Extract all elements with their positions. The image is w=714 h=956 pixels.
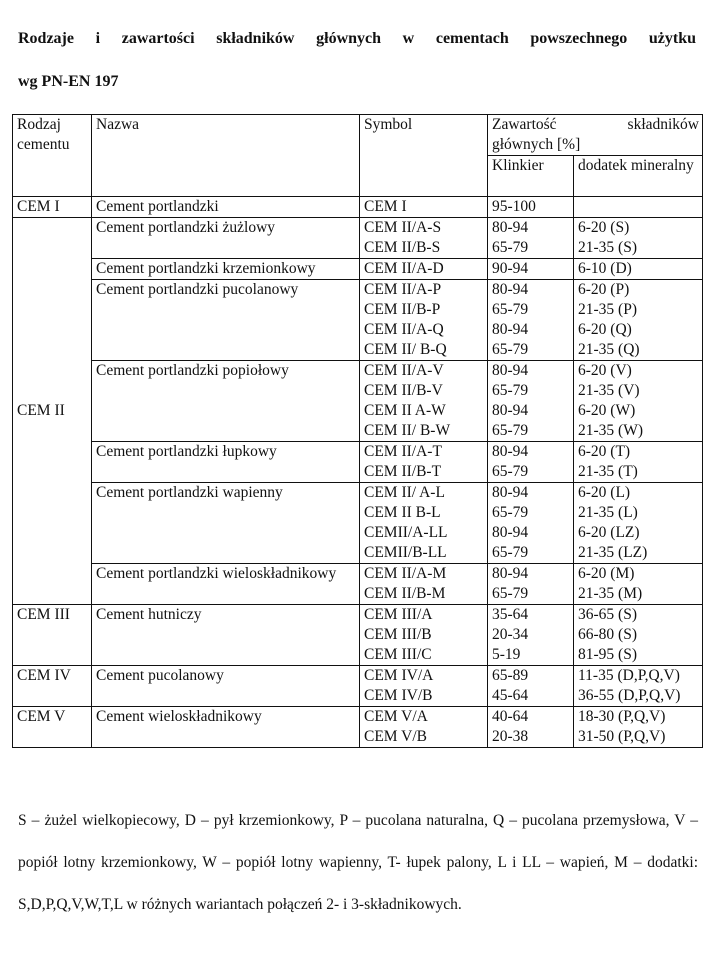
klinkier-value: 45-64	[492, 687, 529, 704]
dodatek-cell	[574, 707, 703, 748]
symbols-value: CEM II/ B-W	[364, 422, 451, 439]
symbols-value: CEMII/B-LL	[364, 544, 447, 561]
klinkier-cell	[488, 666, 574, 707]
dodatek-cell	[574, 259, 703, 280]
klinkier-value: 80-94	[492, 443, 529, 460]
klinkier-value: 65-79	[492, 504, 529, 521]
cement-type-cell: CEM III	[13, 605, 92, 666]
dodatek-value: 21-35 (W)	[578, 422, 643, 439]
symbols-value: CEM II/B-M	[364, 585, 446, 602]
symbols-value: CEM II/A-M	[364, 565, 447, 582]
cement-type-cell: CEM I	[13, 197, 92, 218]
klinkier-cell	[488, 483, 574, 564]
cement-name-cell: Cement portlandzki krzemionkowy	[92, 259, 360, 280]
cement-table	[12, 114, 703, 748]
klinkier-value: 65-79	[492, 301, 529, 318]
cement-name-cell: Cement wieloskładnikowy	[92, 707, 360, 748]
klinkier-value: 90-94	[492, 260, 529, 277]
dodatek-value: 21-35 (L)	[578, 504, 638, 521]
header-rodzaj: Rodzaj cementu	[13, 115, 92, 197]
klinkier-value: 20-38	[492, 728, 529, 745]
symbols-cell	[360, 564, 488, 605]
dodatek-value: 36-65 (S)	[578, 606, 637, 623]
dodatek-cell	[574, 442, 703, 483]
dodatek-value: 6-20 (V)	[578, 362, 632, 379]
klinkier-value: 65-79	[492, 463, 529, 480]
symbols-cell	[360, 259, 488, 280]
klinkier-value: 80-94	[492, 362, 529, 379]
header-zawartosc-b: składników	[627, 116, 699, 133]
klinkier-value: 80-94	[492, 321, 529, 338]
klinkier-cell	[488, 605, 574, 666]
klinkier-value: 80-94	[492, 565, 529, 582]
table-row	[13, 707, 703, 748]
dodatek-value: 21-35 (T)	[578, 463, 638, 480]
dodatek-value: 6-20 (M)	[578, 565, 635, 582]
symbols-value: CEM III/C	[364, 646, 432, 663]
dodatek-cell	[574, 218, 703, 259]
header-klinkier: Klinkier	[488, 156, 574, 197]
dodatek-value: 6-20 (Q)	[578, 321, 632, 338]
klinkier-value: 95-100	[492, 198, 536, 215]
klinkier-cell	[488, 280, 574, 361]
klinkier-value: 80-94	[492, 524, 529, 541]
symbols-cell	[360, 197, 488, 218]
symbols-value: CEM IV/B	[364, 687, 433, 704]
symbols-value: CEM V/B	[364, 728, 428, 745]
klinkier-value: 65-79	[492, 422, 529, 439]
dodatek-value: 6-20 (LZ)	[578, 524, 640, 541]
symbols-value: CEM II/A-S	[364, 219, 442, 236]
cement-name-cell: Cement pucolanowy	[92, 666, 360, 707]
klinkier-value: 65-79	[492, 544, 529, 561]
cement-type-cell: CEM IV	[13, 666, 92, 707]
klinkier-value: 65-79	[492, 585, 529, 602]
header-dodatek: dodatek mineralny	[574, 156, 703, 197]
dodatek-value: 81-95 (S)	[578, 646, 637, 663]
symbols-value: CEM II/B-P	[364, 301, 441, 318]
cement-name-cell: Cement portlandzki łupkowy	[92, 442, 360, 483]
dodatek-cell	[574, 666, 703, 707]
cement-name-cell: Cement portlandzki pucolanowy	[92, 280, 360, 361]
table-row	[13, 280, 703, 361]
cement-type-cell: CEM V	[13, 707, 92, 748]
symbols-value: CEM IV/A	[364, 667, 434, 684]
symbols-value: CEM III/A	[364, 606, 433, 623]
klinkier-value: 40-64	[492, 708, 529, 725]
symbols-value: CEMII/A-LL	[364, 524, 448, 541]
dodatek-value: 21-35 (P)	[578, 301, 637, 318]
klinkier-cell	[488, 564, 574, 605]
dodatek-cell	[574, 483, 703, 564]
dodatek-cell	[574, 605, 703, 666]
cement-name-cell: Cement portlandzki wapienny	[92, 483, 360, 564]
symbols-cell	[360, 666, 488, 707]
klinkier-value: 35-64	[492, 606, 529, 623]
symbols-cell	[360, 280, 488, 361]
cement-name-cell: Cement portlandzki żużlowy	[92, 218, 360, 259]
symbols-cell	[360, 442, 488, 483]
klinkier-value: 80-94	[492, 219, 529, 236]
klinkier-value: 65-79	[492, 341, 529, 358]
table-row	[13, 564, 703, 605]
table-row	[13, 666, 703, 707]
symbols-cell	[360, 361, 488, 442]
table-row	[13, 197, 703, 218]
klinkier-value: 65-79	[492, 239, 529, 256]
table-row	[13, 218, 703, 259]
dodatek-value: 21-35 (S)	[578, 239, 637, 256]
table-row	[13, 483, 703, 564]
dodatek-value: 66-80 (S)	[578, 626, 637, 643]
klinkier-value: 80-94	[492, 402, 529, 419]
klinkier-cell	[488, 259, 574, 280]
dodatek-value: 6-20 (L)	[578, 484, 631, 501]
header-row	[13, 115, 703, 156]
header-symbol: Symbol	[360, 115, 488, 197]
symbols-value: CEM II B-L	[364, 504, 441, 521]
klinkier-cell	[488, 361, 574, 442]
dodatek-value: 21-35 (LZ)	[578, 544, 648, 561]
dodatek-cell	[574, 280, 703, 361]
symbols-value: CEM II/ A-L	[364, 484, 445, 501]
header-zawartosc	[488, 115, 703, 156]
klinkier-value: 80-94	[492, 484, 529, 501]
symbols-cell	[360, 218, 488, 259]
symbols-cell	[360, 605, 488, 666]
symbols-value: CEM II/A-T	[364, 443, 442, 460]
header-nazwa: Nazwa	[92, 115, 360, 197]
table-row	[13, 605, 703, 666]
klinkier-cell	[488, 197, 574, 218]
symbols-value: CEM II/B-V	[364, 382, 443, 399]
table-row	[13, 442, 703, 483]
dodatek-cell	[574, 361, 703, 442]
dodatek-value: 6-20 (S)	[578, 219, 630, 236]
header-zawartosc-a: Zawartość	[492, 116, 557, 133]
dodatek-cell	[574, 197, 703, 218]
symbols-value: CEM II/A-Q	[364, 321, 444, 338]
dodatek-value: 21-35 (M)	[578, 585, 643, 602]
klinkier-value: 65-79	[492, 382, 529, 399]
symbols-value: CEM II/B-T	[364, 463, 442, 480]
footnote: S – żużel wielkopiecowy, D – pył krzemionkowy, P – pucolana naturalna, Q – pucolana przemysłowa, V – popiół lotny krzemionkowy, W – popiół lotny wapienny, T- łupek palony, L i LL – wapień, M – dodatki: S,D,P,Q,V,W,T,L w różnych wariantach połączeń 2- i 3-składnikowych.	[18, 812, 698, 913]
dodatek-value: 21-35 (Q)	[578, 341, 640, 358]
symbols-cell	[360, 707, 488, 748]
dodatek-value: 31-50 (P,Q,V)	[578, 728, 666, 745]
cement-name-cell: Cement portlandzki	[92, 197, 360, 218]
dodatek-value: 6-20 (T)	[578, 443, 631, 460]
symbols-value: CEM V/A	[364, 708, 428, 725]
dodatek-value: 21-35 (V)	[578, 382, 640, 399]
klinkier-cell	[488, 218, 574, 259]
dodatek-value: 11-35 (D,P,Q,V)	[578, 667, 680, 684]
symbols-value: CEM II/ B-Q	[364, 341, 447, 358]
symbols-value: CEM II/A-V	[364, 362, 444, 379]
symbols-value: CEM II/A-P	[364, 281, 442, 298]
dodatek-value: 36-55 (D,P,Q,V)	[578, 687, 681, 704]
symbols-cell	[360, 483, 488, 564]
dodatek-value	[578, 197, 699, 217]
klinkier-cell	[488, 442, 574, 483]
dodatek-value: 6-20 (W)	[578, 402, 636, 419]
document-subtitle: wg PN-EN 197	[18, 73, 119, 90]
cement-name-cell: Cement hutniczy	[92, 605, 360, 666]
header-zawartosc-c: głównych [%]	[492, 136, 581, 153]
dodatek-value: 6-20 (P)	[578, 281, 630, 298]
cement-type-cell: CEM II	[13, 218, 92, 605]
klinkier-value: 80-94	[492, 281, 529, 298]
klinkier-value: 20-34	[492, 626, 529, 643]
klinkier-value: 5-19	[492, 646, 521, 663]
klinkier-cell	[488, 707, 574, 748]
cement-name-cell: Cement portlandzki wieloskładnikowy	[92, 564, 360, 605]
table-row	[13, 361, 703, 442]
symbols-value: CEM II/A-D	[364, 260, 444, 277]
dodatek-value: 6-10 (D)	[578, 260, 632, 277]
symbols-value: CEM I	[364, 198, 407, 215]
cement-name-cell: Cement portlandzki popiołowy	[92, 361, 360, 442]
document-title: Rodzaje i zawartości składników głównych w cementach powszechnego użytku	[18, 30, 696, 47]
symbols-value: CEM II A-W	[364, 402, 446, 419]
symbols-value: CEM III/B	[364, 626, 432, 643]
dodatek-cell	[574, 564, 703, 605]
dodatek-value: 18-30 (P,Q,V)	[578, 708, 666, 725]
symbols-value: CEM II/B-S	[364, 239, 441, 256]
table-row	[13, 259, 703, 280]
klinkier-value: 65-89	[492, 667, 529, 684]
